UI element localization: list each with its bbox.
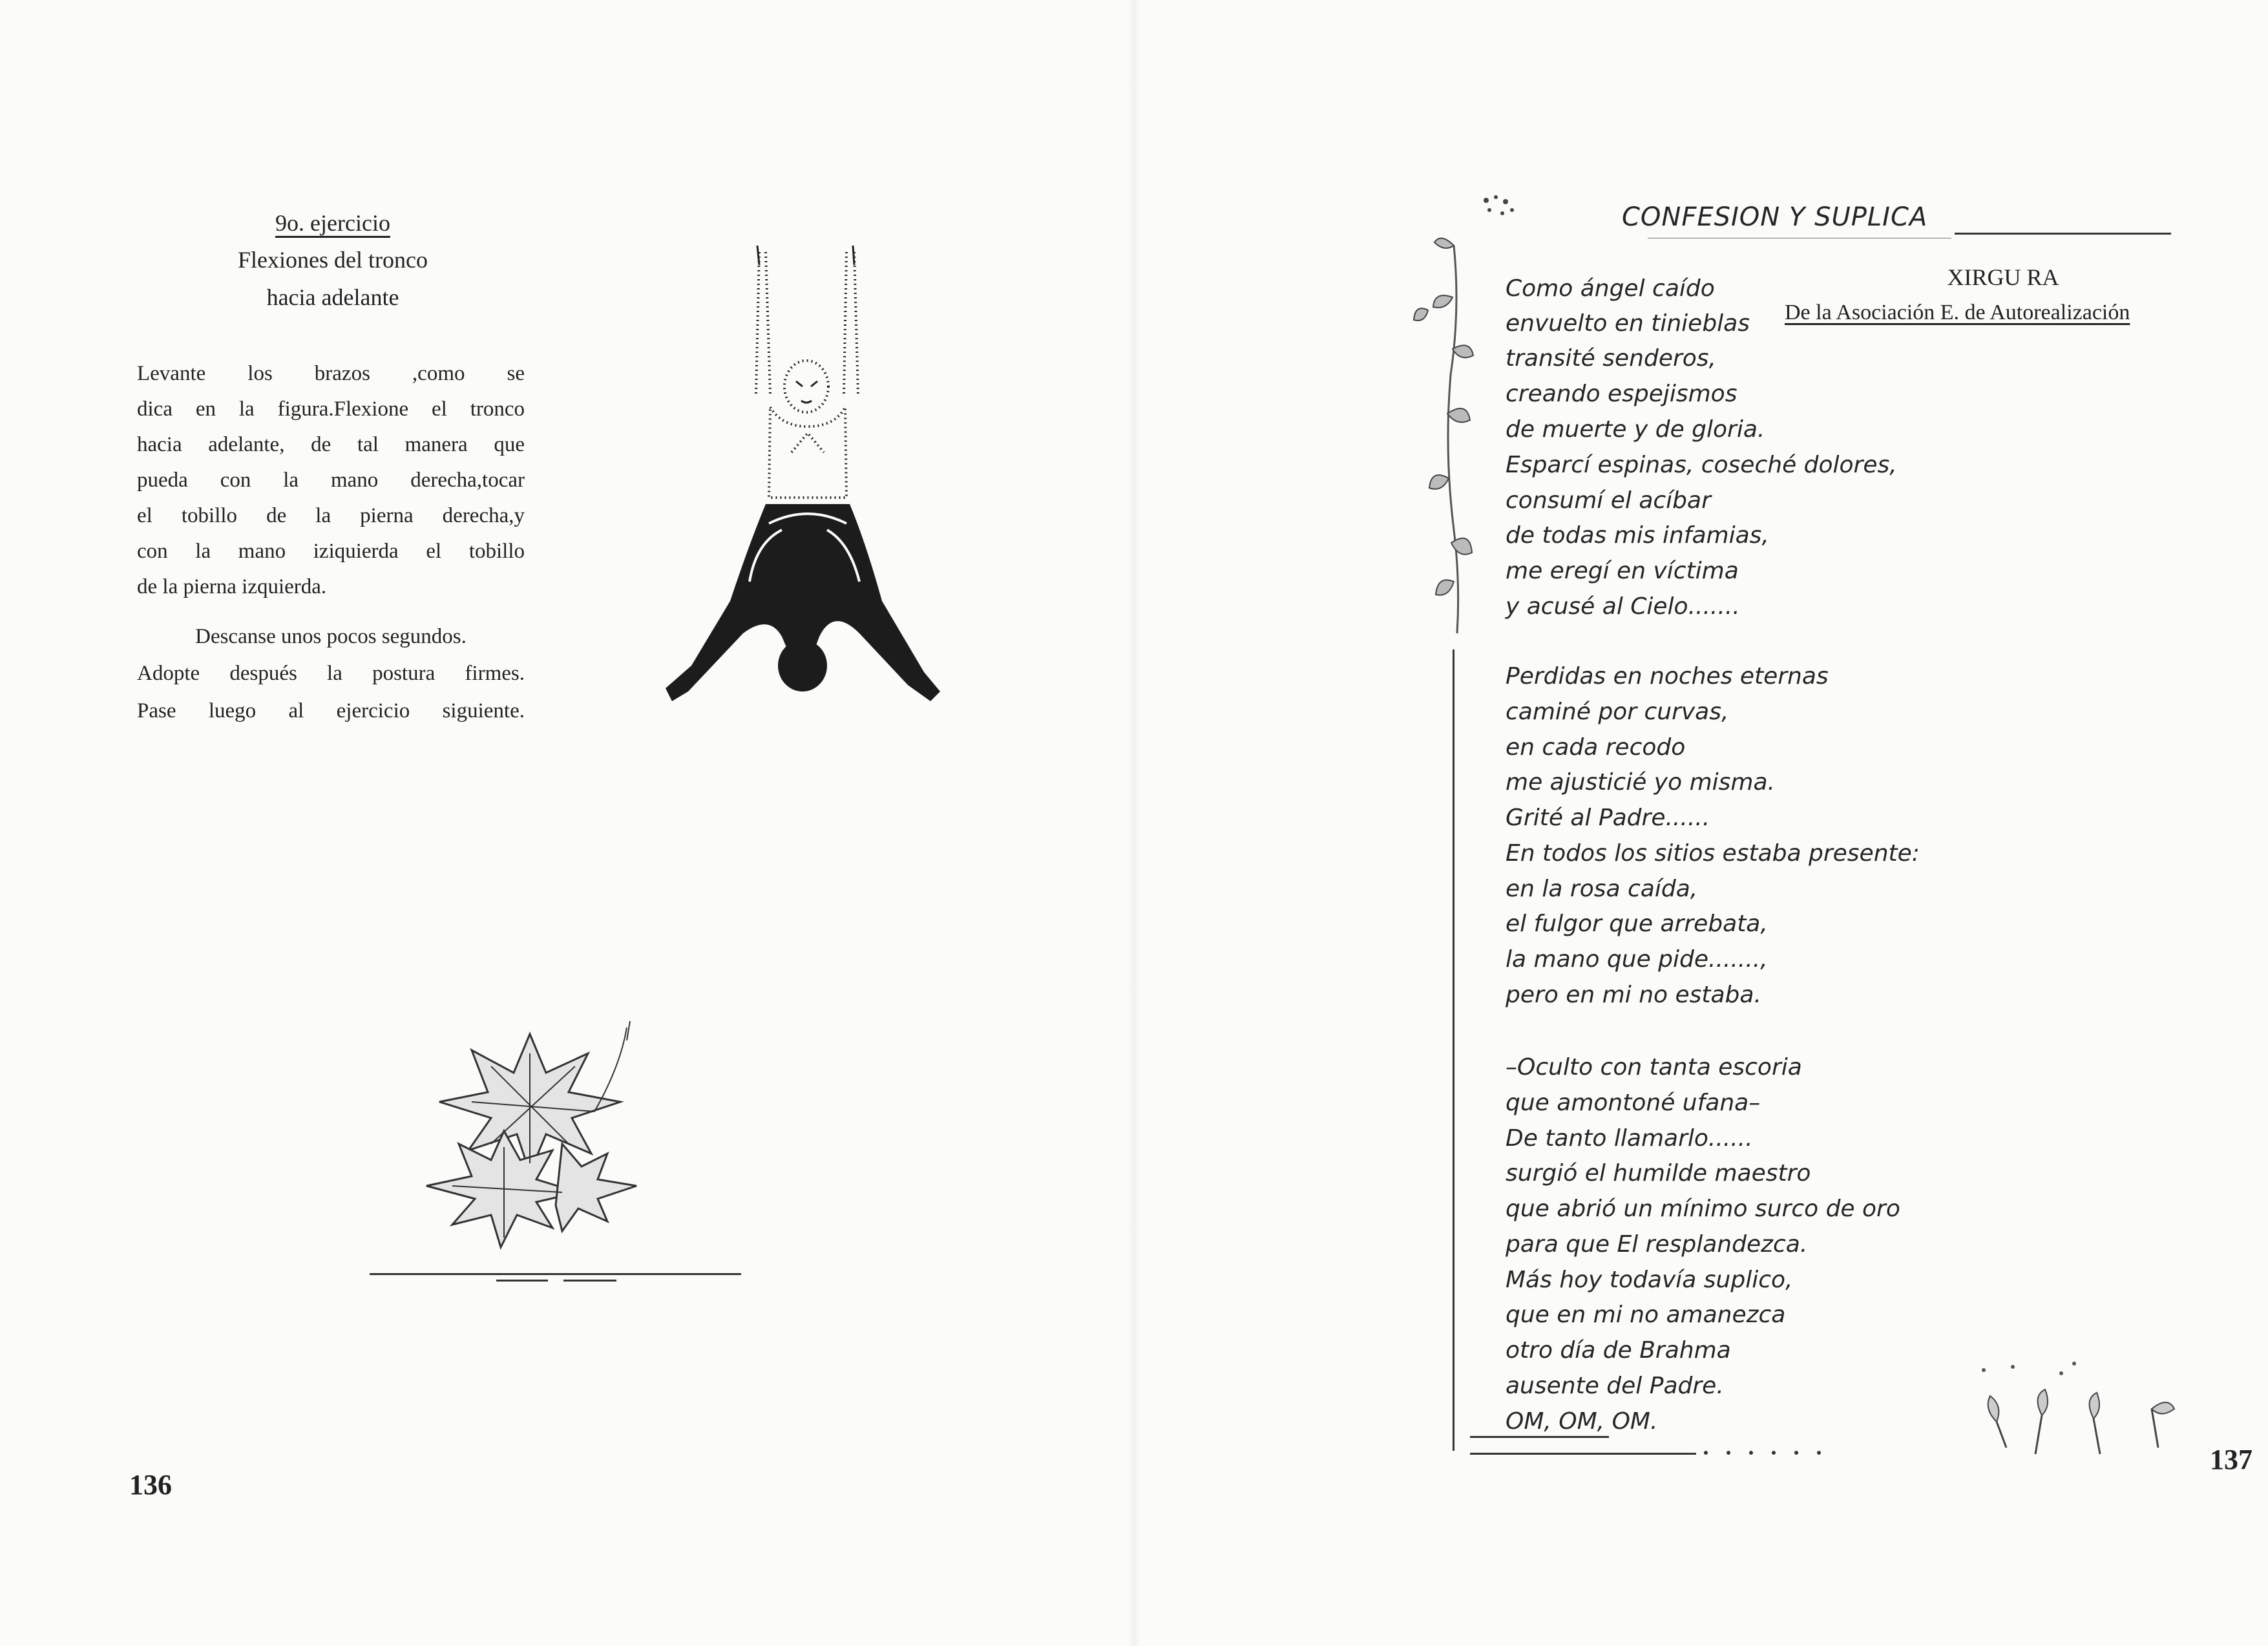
poem-line: pero en mi no estaba. — [1506, 982, 1761, 1008]
maple-leaves-illustration — [414, 1015, 659, 1267]
title-rule — [1955, 233, 2171, 235]
poem-line: el fulgor que arrebata, — [1506, 911, 1768, 937]
text-line: con la mano iziquierda el tobillo — [137, 540, 525, 563]
poem-line: Grité al Padre...... — [1506, 805, 1710, 831]
poem-line: Perdidas en noches eternas — [1506, 663, 1829, 690]
poem-line: transité senderos, — [1506, 345, 1717, 372]
poem-line: que en mi no amanezca — [1506, 1302, 1786, 1328]
text-line: hacia adelante, de tal manera que — [137, 433, 525, 456]
poem-line: Más hoy todavía suplico, — [1506, 1267, 1793, 1293]
poem-line: de todas mis infamias, — [1506, 522, 1769, 549]
poem-title: CONFESION Y SUPLICA — [1622, 202, 1928, 232]
poem-line: En todos los sitios estaba presente: — [1506, 840, 1920, 867]
author-affiliation: De la Asociación E. de Autorealización — [1785, 301, 2130, 324]
text-line: pueda con la mano derecha,tocar — [137, 469, 525, 492]
exercise-title: 9o. ejercicio — [275, 210, 390, 236]
text-line: Descanse unos pocos segundos. — [195, 625, 467, 648]
exercise-subtitle-1: Flexiones del tronco — [238, 247, 428, 273]
poem-line: Esparcí espinas, coseché dolores, — [1506, 452, 1897, 478]
poem-line: que amontoné ufana– — [1506, 1090, 1761, 1116]
dotted-rule — [1699, 1448, 1842, 1458]
page-number: 137 — [2210, 1444, 2252, 1475]
poem-line: en la rosa caída, — [1506, 876, 1698, 902]
poem-line: que abrió un mínimo surco de oro — [1506, 1196, 1900, 1222]
decorative-rule — [496, 1280, 548, 1282]
poem-line: OM, OM, OM. — [1506, 1408, 1658, 1435]
text-line: de la pierna izquierda. — [137, 575, 327, 598]
exercise-subtitle-2: hacia adelante — [266, 284, 399, 310]
poem-line: –Oculto con tanta escoria — [1506, 1054, 1802, 1081]
vertical-rule — [1453, 649, 1454, 1451]
poem-line: De tanto llamarlo...... — [1506, 1125, 1753, 1152]
poem-line: creando espejismos — [1506, 381, 1738, 407]
text-line: el tobillo de la pierna derecha,y — [137, 504, 525, 527]
vine-ornament-illustration — [1409, 181, 1577, 646]
poem-line: me ajusticié yo misma. — [1506, 769, 1775, 796]
poem-line: la mano que pide......., — [1506, 946, 1768, 973]
bottom-rule — [1470, 1453, 1696, 1455]
figure-head — [778, 640, 827, 691]
poem-line: en cada recodo — [1506, 734, 1686, 761]
poem-line: envuelto en tinieblas — [1506, 310, 1750, 337]
poem-line: caminé por curvas, — [1506, 699, 1729, 725]
text-line: Adopte después la postura firmes. — [137, 662, 525, 685]
poem-line: Como ángel caído — [1506, 275, 1715, 302]
poem-line: surgió el humilde maestro — [1506, 1160, 1811, 1187]
page-number: 136 — [129, 1469, 172, 1501]
text-line: dica en la figura.Flexione el tronco — [137, 397, 525, 421]
poem-line: otro día de Brahma — [1506, 1337, 1731, 1364]
text-line: Pase luego al ejercicio siguiente. — [137, 699, 525, 723]
poem-line: me eregí en víctima — [1506, 558, 1739, 584]
poem-author: XIRGU RA — [1947, 264, 2059, 290]
poem-line: para que El resplandezca. — [1506, 1231, 1808, 1258]
exercise-figure-illustration — [653, 239, 943, 717]
poem-line: consumí el acíbar — [1506, 487, 1711, 514]
poem-line: ausente del Padre. — [1506, 1373, 1724, 1399]
flower-sprigs-illustration — [1945, 1357, 2203, 1467]
bottom-rule — [1470, 1436, 1609, 1438]
poem-line: de muerte y de gloria. — [1506, 416, 1765, 443]
decorative-rule — [563, 1280, 616, 1282]
poem-line: y acusé al Cielo....... — [1506, 593, 1740, 620]
text-line: Levante los brazos ,como se — [137, 362, 525, 385]
decorative-rule — [370, 1273, 741, 1275]
